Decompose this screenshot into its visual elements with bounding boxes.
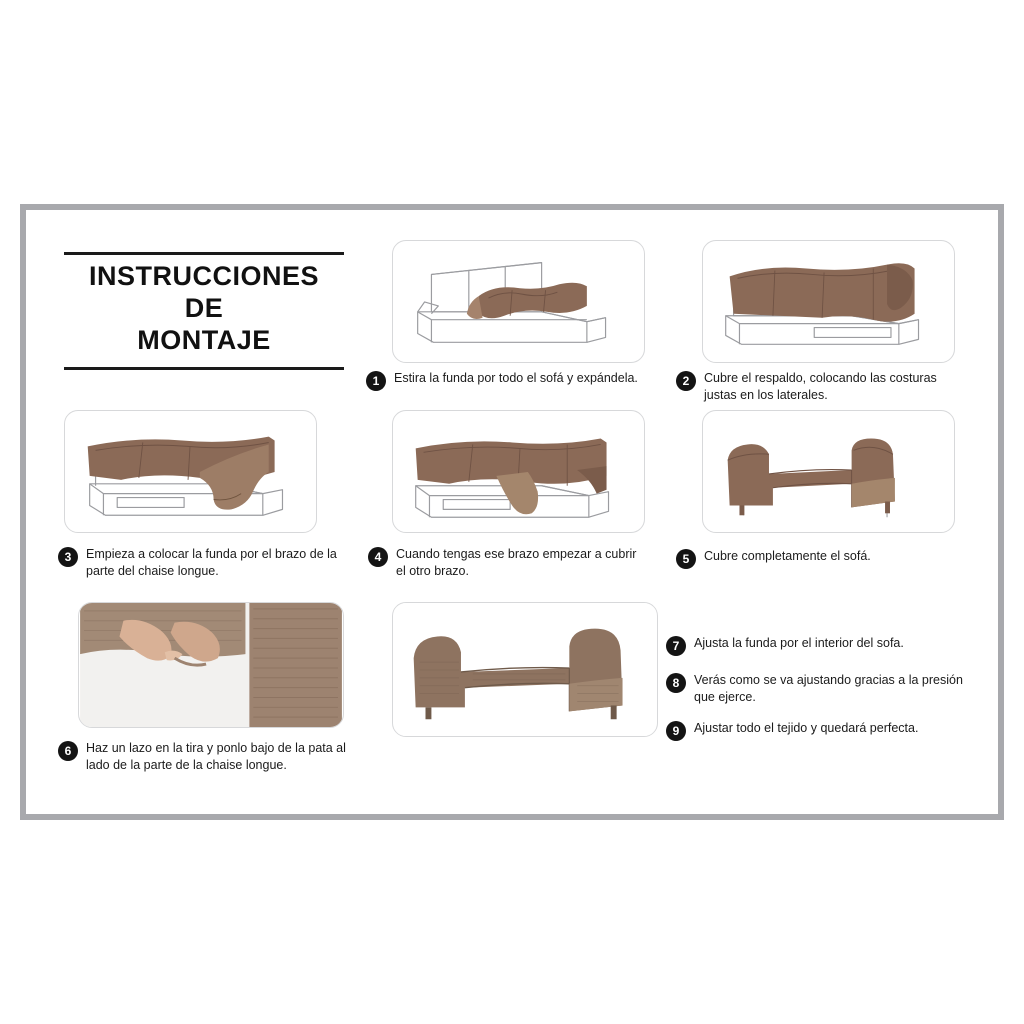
step-4 [368, 546, 648, 579]
title-line-3: MONTAJE [137, 324, 271, 355]
step-caption-6: Haz un lazo en la tira y ponlo bajo de la pata al lado de la parte de la chaise longue. [86, 741, 346, 772]
illustration-step-2 [702, 240, 955, 363]
step-number-8: 8 [666, 673, 686, 693]
illustration-final-result [392, 602, 658, 737]
step-2 [676, 370, 972, 403]
title-line-2: DE [184, 292, 224, 323]
step-number-1: 1 [366, 371, 386, 391]
step-number-3: 3 [58, 547, 78, 567]
step-number-2: 2 [676, 371, 696, 391]
illustration-step-5 [702, 410, 955, 533]
step-7 [666, 635, 966, 656]
step-8 [666, 672, 966, 705]
sheet-frame [20, 204, 1004, 820]
step-9 [666, 720, 966, 741]
step-caption-2: Cubre el respaldo, colocando las costuras justas en los laterales. [704, 371, 937, 402]
step-caption-5: Cubre completamente el sofá. [704, 549, 871, 563]
step-number-5: 5 [676, 549, 696, 569]
title-line-1: INSTRUCCIONES [88, 261, 319, 291]
step-caption-7: Ajusta la funda por el interior del sofa. [694, 636, 904, 650]
page-title [64, 252, 344, 370]
step-caption-9: Ajustar todo el tejido y quedará perfecta. [694, 721, 919, 735]
sheet-inner [26, 210, 998, 814]
title-rule-bottom [64, 367, 344, 370]
step-1 [366, 370, 656, 391]
step-number-4: 4 [368, 547, 388, 567]
step-number-7: 7 [666, 636, 686, 656]
step-caption-1: Estira la funda por todo el sofá y expándela. [394, 371, 638, 385]
illustration-step-4 [392, 410, 645, 533]
step-caption-3: Empieza a colocar la funda por el brazo de la parte del chaise longue. [86, 547, 337, 578]
step-6 [58, 740, 358, 773]
title-text [64, 255, 344, 359]
illustration-step-3 [64, 410, 317, 533]
step-number-6: 6 [58, 741, 78, 761]
step-caption-8: Verás como se va ajustando gracias a la presión que ejerce. [694, 673, 963, 704]
illustration-step-1 [392, 240, 645, 363]
step-number-9: 9 [666, 721, 686, 741]
step-caption-4: Cuando tengas ese brazo empezar a cubrir el otro brazo. [396, 547, 637, 578]
step-3 [58, 546, 354, 579]
illustration-step-6 [78, 602, 344, 728]
step-5 [676, 548, 966, 569]
